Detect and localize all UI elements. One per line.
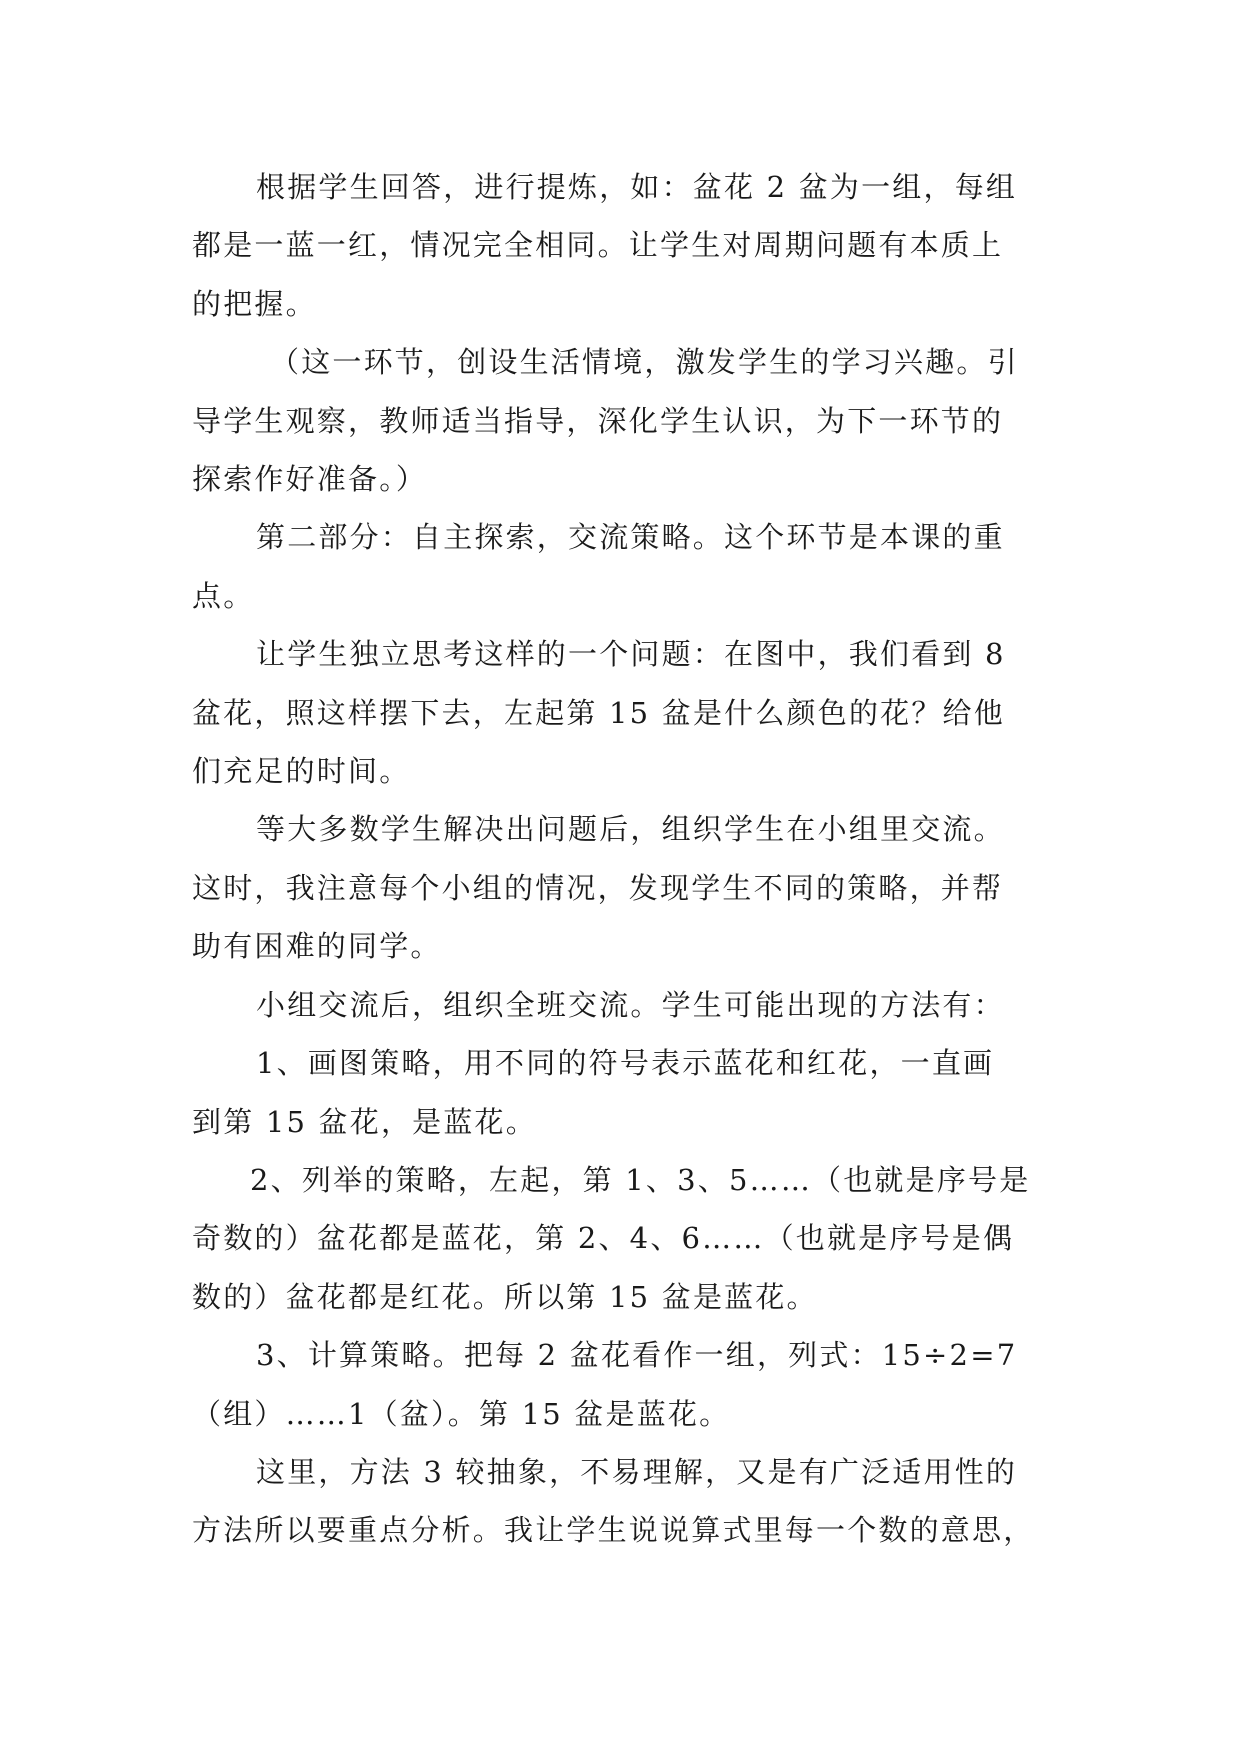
body-text xyxy=(192,158,1054,1560)
paragraph-line: 数的）盆花都是红花。所以第 15 盆是蓝花。 xyxy=(192,1279,818,1314)
paragraph-line: （组）……1（盆）。第 15 盆是蓝花。 xyxy=(192,1396,731,1431)
paragraph-line: 都是一蓝一红，情况完全相同。让学生对周期问题有本质上 xyxy=(192,228,1004,263)
paragraph-line: 让学生独立思考这样的一个问题：在图中，我们看到 8 xyxy=(256,637,1006,672)
paragraph-line: 方法所以要重点分析。我让学生说说算式里每一个数的意思， xyxy=(192,1513,1035,1548)
paragraph-line: 们充足的时间。 xyxy=(192,754,411,789)
paragraph-4 xyxy=(192,625,1054,800)
paragraph-line: 等大多数学生解决出问题后，组织学生在小组里交流。 xyxy=(256,812,1005,847)
paragraph-3 xyxy=(192,508,1054,625)
paragraph-line: 探索作好准备。） xyxy=(192,462,428,497)
paragraph-line: 奇数的）盆花都是蓝花，第 2、4、6……（也就是序号是偶 xyxy=(192,1221,1015,1256)
paragraph-line: 2、列举的策略，左起，第 1、3、5……（也就是序号是 xyxy=(250,1162,1031,1197)
paragraph-10 xyxy=(192,1443,1054,1560)
paragraph-line: 这里，方法 3 较抽象，不易理解，又是有广泛适用性的 xyxy=(256,1454,1018,1489)
paragraph-line: 小组交流后，组织全班交流。学生可能出现的方法有： xyxy=(256,987,1005,1022)
paragraph-line: 的把握。 xyxy=(192,286,317,321)
paragraph-line: 助有困难的同学。 xyxy=(192,929,442,964)
paragraph-line: 盆花，照这样摆下去，左起第 15 盆是什么颜色的花？给他 xyxy=(192,695,1005,730)
paragraph-line: 1、画图策略，用不同的符号表示蓝花和红花，一直画 xyxy=(256,1046,995,1081)
paragraph-line: 根据学生回答，进行提炼，如：盆花 2 盆为一组，每组 xyxy=(256,170,1018,204)
paragraph-line: 点。 xyxy=(192,578,255,613)
paragraph-line: 3、计算策略。把每 2 盆花看作一组，列式：15÷2=7 xyxy=(256,1338,1018,1373)
paragraph-line: 到第 15 盆花，是蓝花。 xyxy=(192,1104,537,1139)
paragraph-line: 这时，我注意每个小组的情况，发现学生不同的策略，并帮 xyxy=(192,870,1004,905)
paragraph-line: 导学生观察，教师适当指导，深化学生认识，为下一环节的 xyxy=(192,403,1004,438)
paragraph-5 xyxy=(192,800,1054,975)
paragraph-line: 第二部分：自主探索，交流策略。这个环节是本课的重 xyxy=(256,520,1005,555)
paragraph-8 xyxy=(192,1151,1054,1326)
paragraph-1 xyxy=(192,158,1054,333)
paragraph-6 xyxy=(192,976,1054,1034)
paragraph-7 xyxy=(192,1034,1054,1151)
paragraph-line: （这一环节，创设生活情境，激发学生的学习兴趣。引 xyxy=(270,345,1019,380)
paragraph-2 xyxy=(192,333,1054,508)
paragraph-9 xyxy=(192,1326,1054,1443)
